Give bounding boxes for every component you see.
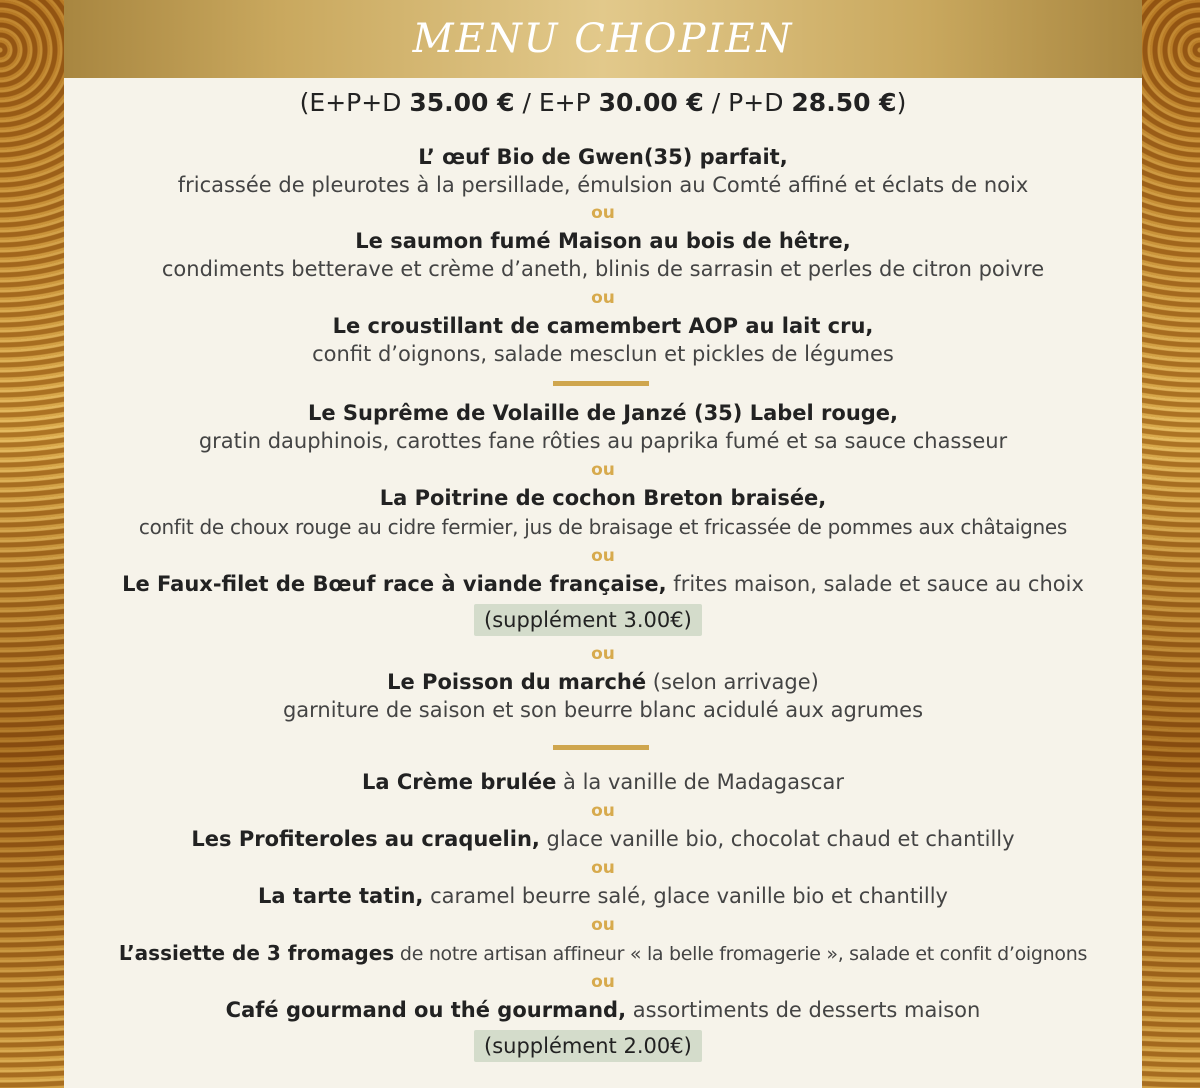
left-decorative-border [0,0,64,1088]
dessert-3-name: La tarte tatin, [258,884,424,908]
dessert-1-line [64,770,1142,794]
or-label: ou [591,288,615,308]
or-label: ou [591,858,615,878]
price-epd: 35.00 € [409,88,515,117]
starter-2-name: Le saumon fumé Maison au bois de hêtre, [355,229,851,253]
supplement-badge: (supplément 3.00€) [474,604,702,636]
dessert-5-desc: assortiments de desserts maison [626,998,981,1022]
dessert-5-line [64,998,1142,1022]
or-label: ou [591,546,615,566]
or-label: ou [591,801,615,821]
price-pd: 28.50 € [791,88,897,117]
section-divider [553,381,649,386]
dessert-2-desc: glace vanille bio, chocolat chaud et chantilly [539,827,1015,851]
main-4-line [64,670,1142,694]
dessert-5-name: Café gourmand ou thé gourmand, [225,998,627,1022]
starter-3-desc: confit d’oignons, salade mesclun et pickles de légumes [312,342,894,366]
starter-1-name: L’ œuf Bio de Gwen(35) parfait, [418,145,788,169]
or-label: ou [591,915,615,935]
dessert-1-desc: à la vanille de Madagascar [556,770,844,794]
price-ep: 30.00 € [598,88,704,117]
main-2-desc: confit de choux rouge au cidre fermier, jus de braisage et fricassée de pommes aux châtaignes [138,515,1068,539]
or-label: ou [591,644,615,664]
right-decorative-border [1136,0,1200,1088]
price-sep: / [514,88,539,117]
main-2-name: La Poitrine de cochon Breton braisée, [379,486,827,510]
dessert-2-name: Les Profiteroles au craquelin, [191,827,540,851]
main-4-desc: garniture de saison et son beurre blanc acidulé aux agrumes [282,698,924,722]
or-label: ou [591,203,615,223]
starter-1-desc: fricassée de pleurotes à la persillade, émulsion au Comté affiné et éclats de noix [177,173,1029,197]
price-sep: / [703,88,729,117]
or-label: ou [591,460,615,480]
menu-title: MENU CHOPIEN [412,16,794,62]
price-pd-label: P+D [728,88,792,117]
dessert-3-desc: caramel beurre salé, glace vanille bio et chantilly [423,884,948,908]
starter-3-name: Le croustillant de camembert AOP au lait cru, [332,314,874,338]
starter-2-desc: condiments betterave et crème d’aneth, blinis de sarrasin et perles de citron poivre [161,257,1045,281]
price-open: ( [299,88,310,117]
dessert-3-line [64,884,1142,908]
price-ep-label: E+P [538,88,599,117]
or-label: ou [591,972,615,992]
section-divider [553,745,649,750]
dessert-1-name: La Crème brulée [362,770,557,794]
menu-panel [64,0,1142,1088]
main-3-name: Le Faux-filet de Bœuf race à viande française, [122,572,667,596]
price-line [64,88,1142,117]
dessert-4-line [64,941,1142,965]
main-4-name: Le Poisson du marché [387,670,647,694]
title-banner [64,0,1142,78]
dessert-2-line [64,827,1142,851]
supplement-badge: (supplément 2.00€) [474,1030,702,1062]
dessert-4-name: L’assiette de 3 fromages [118,941,395,965]
price-epd-label: E+P+D [309,88,410,117]
main-4-note: (selon arrivage) [646,670,819,694]
dessert-4-desc: de notre artisan affineur « la belle fromagerie », salade et confit d’oignons [394,943,1088,965]
price-close: ) [896,88,907,117]
main-3-desc: frites maison, salade et sauce au choix [666,572,1084,596]
main-1-desc: gratin dauphinois, carottes fane rôties au paprika fumé et sa sauce chasseur [198,429,1008,453]
main-3-line [64,572,1142,596]
main-1-name: Le Suprême de Volaille de Janzé (35) Label rouge, [307,401,899,425]
